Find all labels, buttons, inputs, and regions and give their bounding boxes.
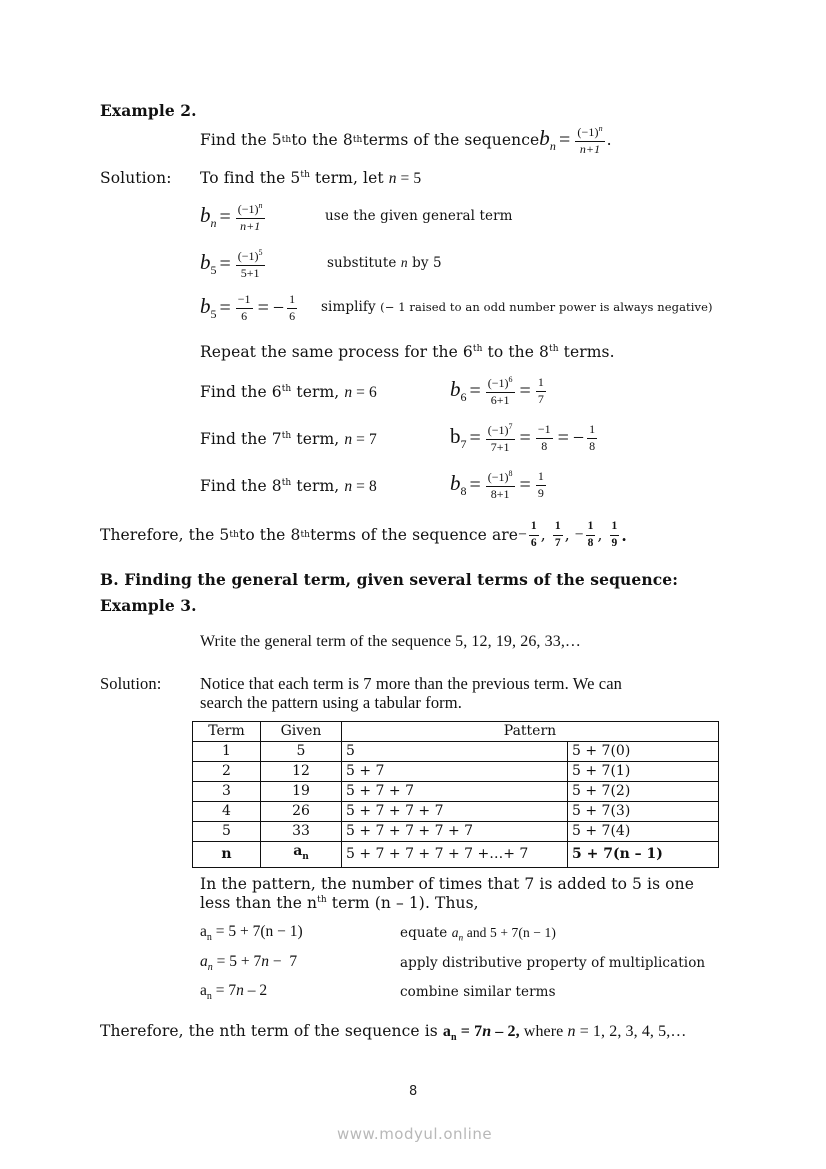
header-pattern: Pattern — [342, 722, 719, 742]
find-6th-term-label: Find the 6th term, n = 6 — [200, 383, 377, 401]
solution-label: Solution: — [100, 169, 172, 187]
cell-pattern: 5 + 7 + 7 + 7 + 7 +…+ 7 — [342, 842, 568, 868]
table-row — [193, 742, 719, 762]
cell-pattern: 5 — [342, 742, 568, 762]
derivation-step-2: $a_n = 5 + 7n - 7$ — [200, 953, 298, 974]
derivation-note-1: equate $a_n$ and 5 + 7(n − 1) — [400, 925, 556, 943]
cell-formula: 5 + 7(3) — [568, 802, 719, 822]
find-8th-term-label: Find the 8th term, n = 8 — [200, 477, 377, 495]
cell-term: 2 — [193, 762, 261, 782]
cell-given: 19 — [261, 782, 342, 802]
step-note: use the given general term — [325, 208, 513, 224]
cell-formula: 5 + 7(0) — [568, 742, 719, 762]
cell-given: 12 — [261, 762, 342, 782]
prompt-text: Find the 5 — [200, 131, 282, 149]
cell-formula: 5 + 7(1) — [568, 762, 719, 782]
derivation-note-3: combine similar terms — [400, 984, 556, 1000]
explanation-line-2: less than the $n^{th}$ term (n – 1). Thus, — [200, 894, 479, 912]
cell-term: 3 — [193, 782, 261, 802]
solution-line-2: search the pattern using a tabular form. — [200, 693, 462, 712]
step-simplify: $b_5$ = $\frac{-1}{6}$ = − $\frac{1}{6}$ — [200, 291, 296, 323]
page-number: 8 — [409, 1084, 418, 1099]
cell-term: n — [193, 842, 261, 868]
watermark: www.modyul.online — [337, 1125, 493, 1143]
b8-equation: $b_8$ = $\frac{(-1)^8}{8+1}$ = $\frac{1}{9}$ — [450, 468, 544, 501]
example-3-conclusion: Therefore, the nth term of the sequence is $a_n = 7n - 2$, where n = 1, 2, 3, 4, 5,… — [100, 1022, 687, 1044]
cell-given: $a_n$ — [261, 842, 342, 868]
answer-list: − $\frac{1}{6}$ , $\frac{1}{7}$ , − $\frac{1}{8}$ , $\frac{1}{9}$ . — [518, 520, 627, 549]
header-term: Term — [193, 722, 261, 742]
prompt-text: terms of the sequence — [362, 131, 540, 149]
period: . — [606, 131, 612, 149]
cell-formula: 5 + 7(2) — [568, 782, 719, 802]
cell-pattern: 5 + 7 + 7 + 7 + 7 — [342, 822, 568, 842]
b6-equation: $b_6$ = $\frac{(-1)^6}{6+1}$ = $\frac{1}{7}$ — [450, 374, 544, 407]
step-substitute: $b_5$ = $\frac{(-1)^5}{5+1}$ — [200, 247, 263, 280]
pattern-table — [192, 721, 719, 868]
equals-sign: = — [559, 128, 571, 151]
table-row-general — [193, 842, 719, 868]
general-term-var: $b_n$ — [539, 125, 556, 154]
solution-intro: To find the 5th term, let n = 5 — [200, 169, 422, 187]
repeat-instruction: Repeat the same process for the 6th to the 8th terms. — [200, 343, 615, 361]
cell-term: 4 — [193, 802, 261, 822]
example-3-prompt: Write the general term of the sequence 5, 12, 19, 26, 33,… — [200, 633, 582, 650]
cell-pattern: 5 + 7 + 7 — [342, 782, 568, 802]
b7-equation: $b_7$ = $\frac{(-1)^7}{7+1}$ = $\frac{-1}{8}$ = − $\frac{1}{8}$ — [450, 421, 596, 454]
cell-given: 5 — [261, 742, 342, 762]
example-2-conclusion: Therefore, the 5 th to the 8 th terms of the sequence are − $\frac{1}{6}$ , $\frac{1}{7}$ , − $\frac{1}{8}$ , $\frac{1}{9}$ . — [100, 520, 627, 549]
general-term-fraction: $\frac{(-1)^n}{n+1}$ — [577, 123, 603, 156]
cell-term: 1 — [193, 742, 261, 762]
cell-given: 33 — [261, 822, 342, 842]
table-header-row — [193, 722, 719, 742]
table-row — [193, 762, 719, 782]
section-b-heading: B. Finding the general term, given several terms of the sequence: — [100, 570, 679, 589]
explanation-line-1: In the pattern, the number of times that 7 is added to 5 is one — [200, 875, 694, 893]
example-2-prompt: Find the 5 th to the 8 th terms of the sequence $b_n$ = $\frac{(-1)^n}{n+1}$ . — [200, 123, 612, 156]
step-note: substitute n by 5 — [327, 255, 442, 271]
derivation-step-3: $a_n = 7n - 2$ — [200, 982, 268, 1003]
table-row — [193, 782, 719, 802]
cell-pattern: 5 + 7 — [342, 762, 568, 782]
find-7th-term-label: Find the 7th term, n = 7 — [200, 430, 377, 448]
step-note: simplify (− 1 raised to an odd number power is always negative) — [321, 299, 713, 315]
example-3-heading: Example 3. — [100, 596, 197, 615]
example-2-heading: Example 2. — [100, 101, 197, 120]
table-row — [193, 802, 719, 822]
table-row — [193, 822, 719, 842]
cell-pattern: 5 + 7 + 7 + 7 — [342, 802, 568, 822]
cell-formula: 5 + 7(n – 1) — [568, 842, 719, 868]
cell-given: 26 — [261, 802, 342, 822]
step-general-term: $b_n$ = $\frac{(-1)^n}{n+1}$ — [200, 200, 263, 233]
cell-term: 5 — [193, 822, 261, 842]
solution-line-1: Notice that each term is 7 more than the previous term. We can — [200, 674, 622, 693]
prompt-text: to the 8 — [291, 131, 353, 149]
solution-label: Solution: — [100, 674, 162, 693]
cell-formula: 5 + 7(4) — [568, 822, 719, 842]
derivation-note-2: apply distributive property of multiplication — [400, 955, 706, 971]
header-given: Given — [261, 722, 342, 742]
derivation-step-1: $a_n = 5 + 7(n - 1)$ — [200, 923, 303, 944]
